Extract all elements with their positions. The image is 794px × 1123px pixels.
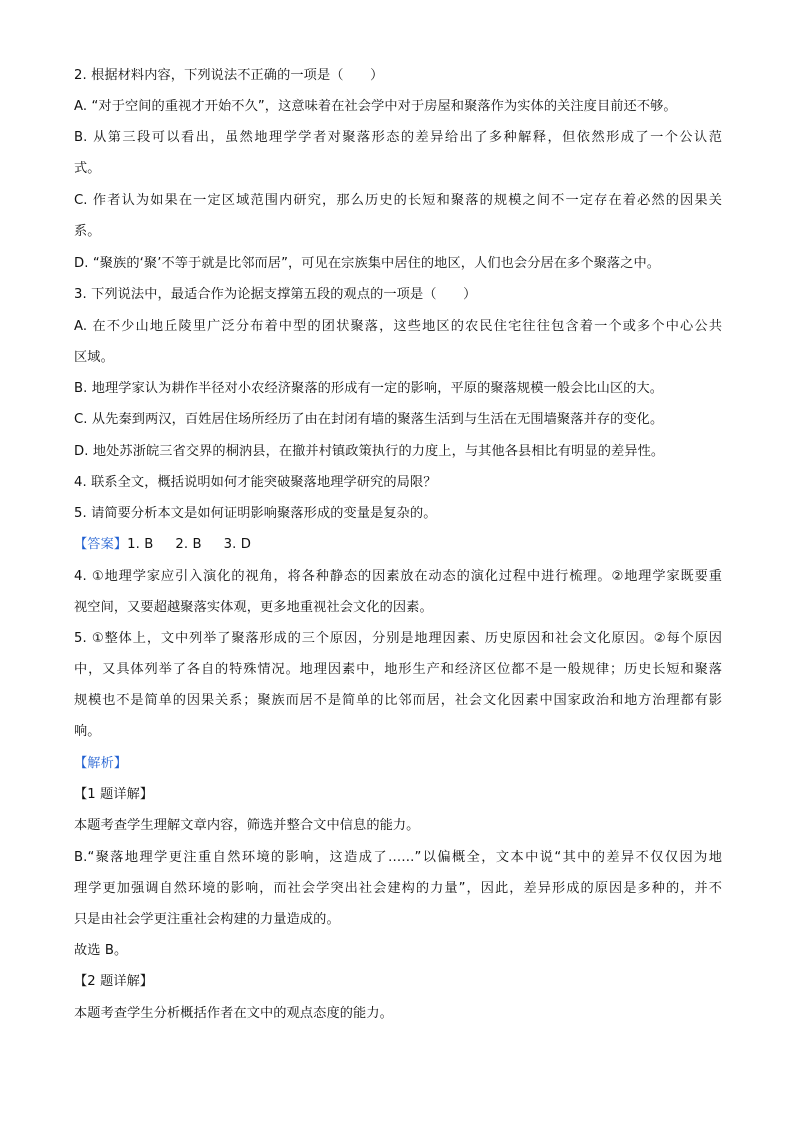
- analysis-section-1-line3: 只是由社会学更注重社会构建的力量造成的。: [74, 912, 340, 927]
- answer-4-line2: 视空间，又要超越聚落实体观，更多地重视社会文化的因素。: [74, 600, 433, 615]
- analysis-section-1-line1: B.“聚落地理学更注重自然环境的影响，这造成了……”以偏概全，文本中说“其中的差异不仅仅因为地: [74, 850, 722, 865]
- q3-option-a-line1: A. 在不少山地丘陵里广泛分布着中型的团状聚落，这些地区的农民住宅往往包含着一个或多个中心公共: [74, 319, 722, 334]
- answer-label: 【答案】: [74, 537, 128, 552]
- analysis-label: 【解析】: [74, 756, 128, 771]
- q3-option-d: D. 地处苏浙皖三省交界的桐汭县，在撤并村镇政策执行的力度上，与其他各县相比有明显的差异性。: [74, 444, 665, 459]
- q2-option-c-line1: C. 作者认为如果在一定区域范围内研究，那么历史的长短和聚落的规模之间不一定存在着必然的因果关: [74, 193, 722, 208]
- q3-option-b: B. 地理学家认为耕作半径对小农经济聚落的形成有一定的影响，平原的聚落规模一般会比山区的大。: [74, 381, 664, 396]
- q2-option-a: A. “对于空间的重视才开始不久”，这意味着在社会学中对于房屋和聚落作为实体的关注度目前还不够。: [74, 99, 677, 114]
- analysis-section-2-heading: 【2 题详解】: [74, 974, 154, 989]
- q2-option-c-line2: 系。: [74, 224, 101, 239]
- q2-option-b-line2: 式。: [74, 161, 101, 176]
- answer-item: 2. B: [175, 537, 202, 552]
- answer-5-line3: 规模也不是简单的因果关系；聚族而居不是简单的比邻而居，社会文化因素中国家政治和地方治理都有影: [74, 693, 722, 708]
- answer-5-line2: 中，又具体列举了各自的特殊情况。地理因素中，地形生产和经济区位都不是一般规律；历史长短和聚落: [74, 662, 722, 677]
- answer-line: [74, 536, 722, 554]
- q3-option-a-line2: 区域。: [74, 350, 114, 365]
- analysis-section-1-conclusion: 故选 B。: [74, 943, 128, 958]
- answer-item: 3. D: [223, 537, 251, 552]
- analysis-section-1-heading: 【1 题详解】: [74, 787, 154, 802]
- q4-stem: 4. 联系全文，概括说明如何才能突破聚落地理学研究的局限？: [74, 475, 437, 490]
- q3-stem: 3. 下列说法中，最适合作为论据支撑第五段的观点的一项是（ ）: [74, 287, 477, 302]
- analysis-section-2-intro: 本题考查学生分析概括作者在文中的观点态度的能力。: [74, 1006, 393, 1021]
- analysis-section-1-line2: 理学更加强调自然环境的影响，而社会学突出社会建构的力量”，因此，差异形成的原因是多种的，并不: [74, 881, 722, 896]
- q2-option-d: D. “聚族的‘聚’不等于就是比邻而居”，可见在宗族集中居住的地区，人们也会分居在多个聚落之中。: [74, 256, 661, 271]
- answer-5-line4: 响。: [74, 724, 101, 739]
- answer-4-line1: 4. ①地理学家应引入演化的视角，将各种静态的因素放在动态的演化过程中进行梳理。②地理学家既要重: [74, 569, 722, 584]
- answer-5-line1: 5. ①整体上，文中列举了聚落形成的三个原因，分别是地理因素、历史原因和社会文化原因。②每个原因: [74, 631, 722, 646]
- analysis-section-1-intro: 本题考查学生理解文章内容，筛选并整合文中信息的能力。: [74, 818, 420, 833]
- answer-item: 1. B: [127, 537, 154, 552]
- q3-option-c: C. 从先秦到两汉，百姓居住场所经历了由在封闭有墙的聚落生活到与生活在无围墙聚落并存的变化。: [74, 412, 664, 427]
- q5-stem: 5. 请简要分析本文是如何证明影响聚落形成的变量是复杂的。: [74, 506, 437, 521]
- q2-stem: 2. 根据材料内容，下列说法不正确的一项是（ ）: [74, 68, 384, 83]
- q2-option-b-line1: B. 从第三段可以看出，虽然地理学学者对聚落形态的差异给出了多种解释，但依然形成了一个公认范: [74, 130, 722, 145]
